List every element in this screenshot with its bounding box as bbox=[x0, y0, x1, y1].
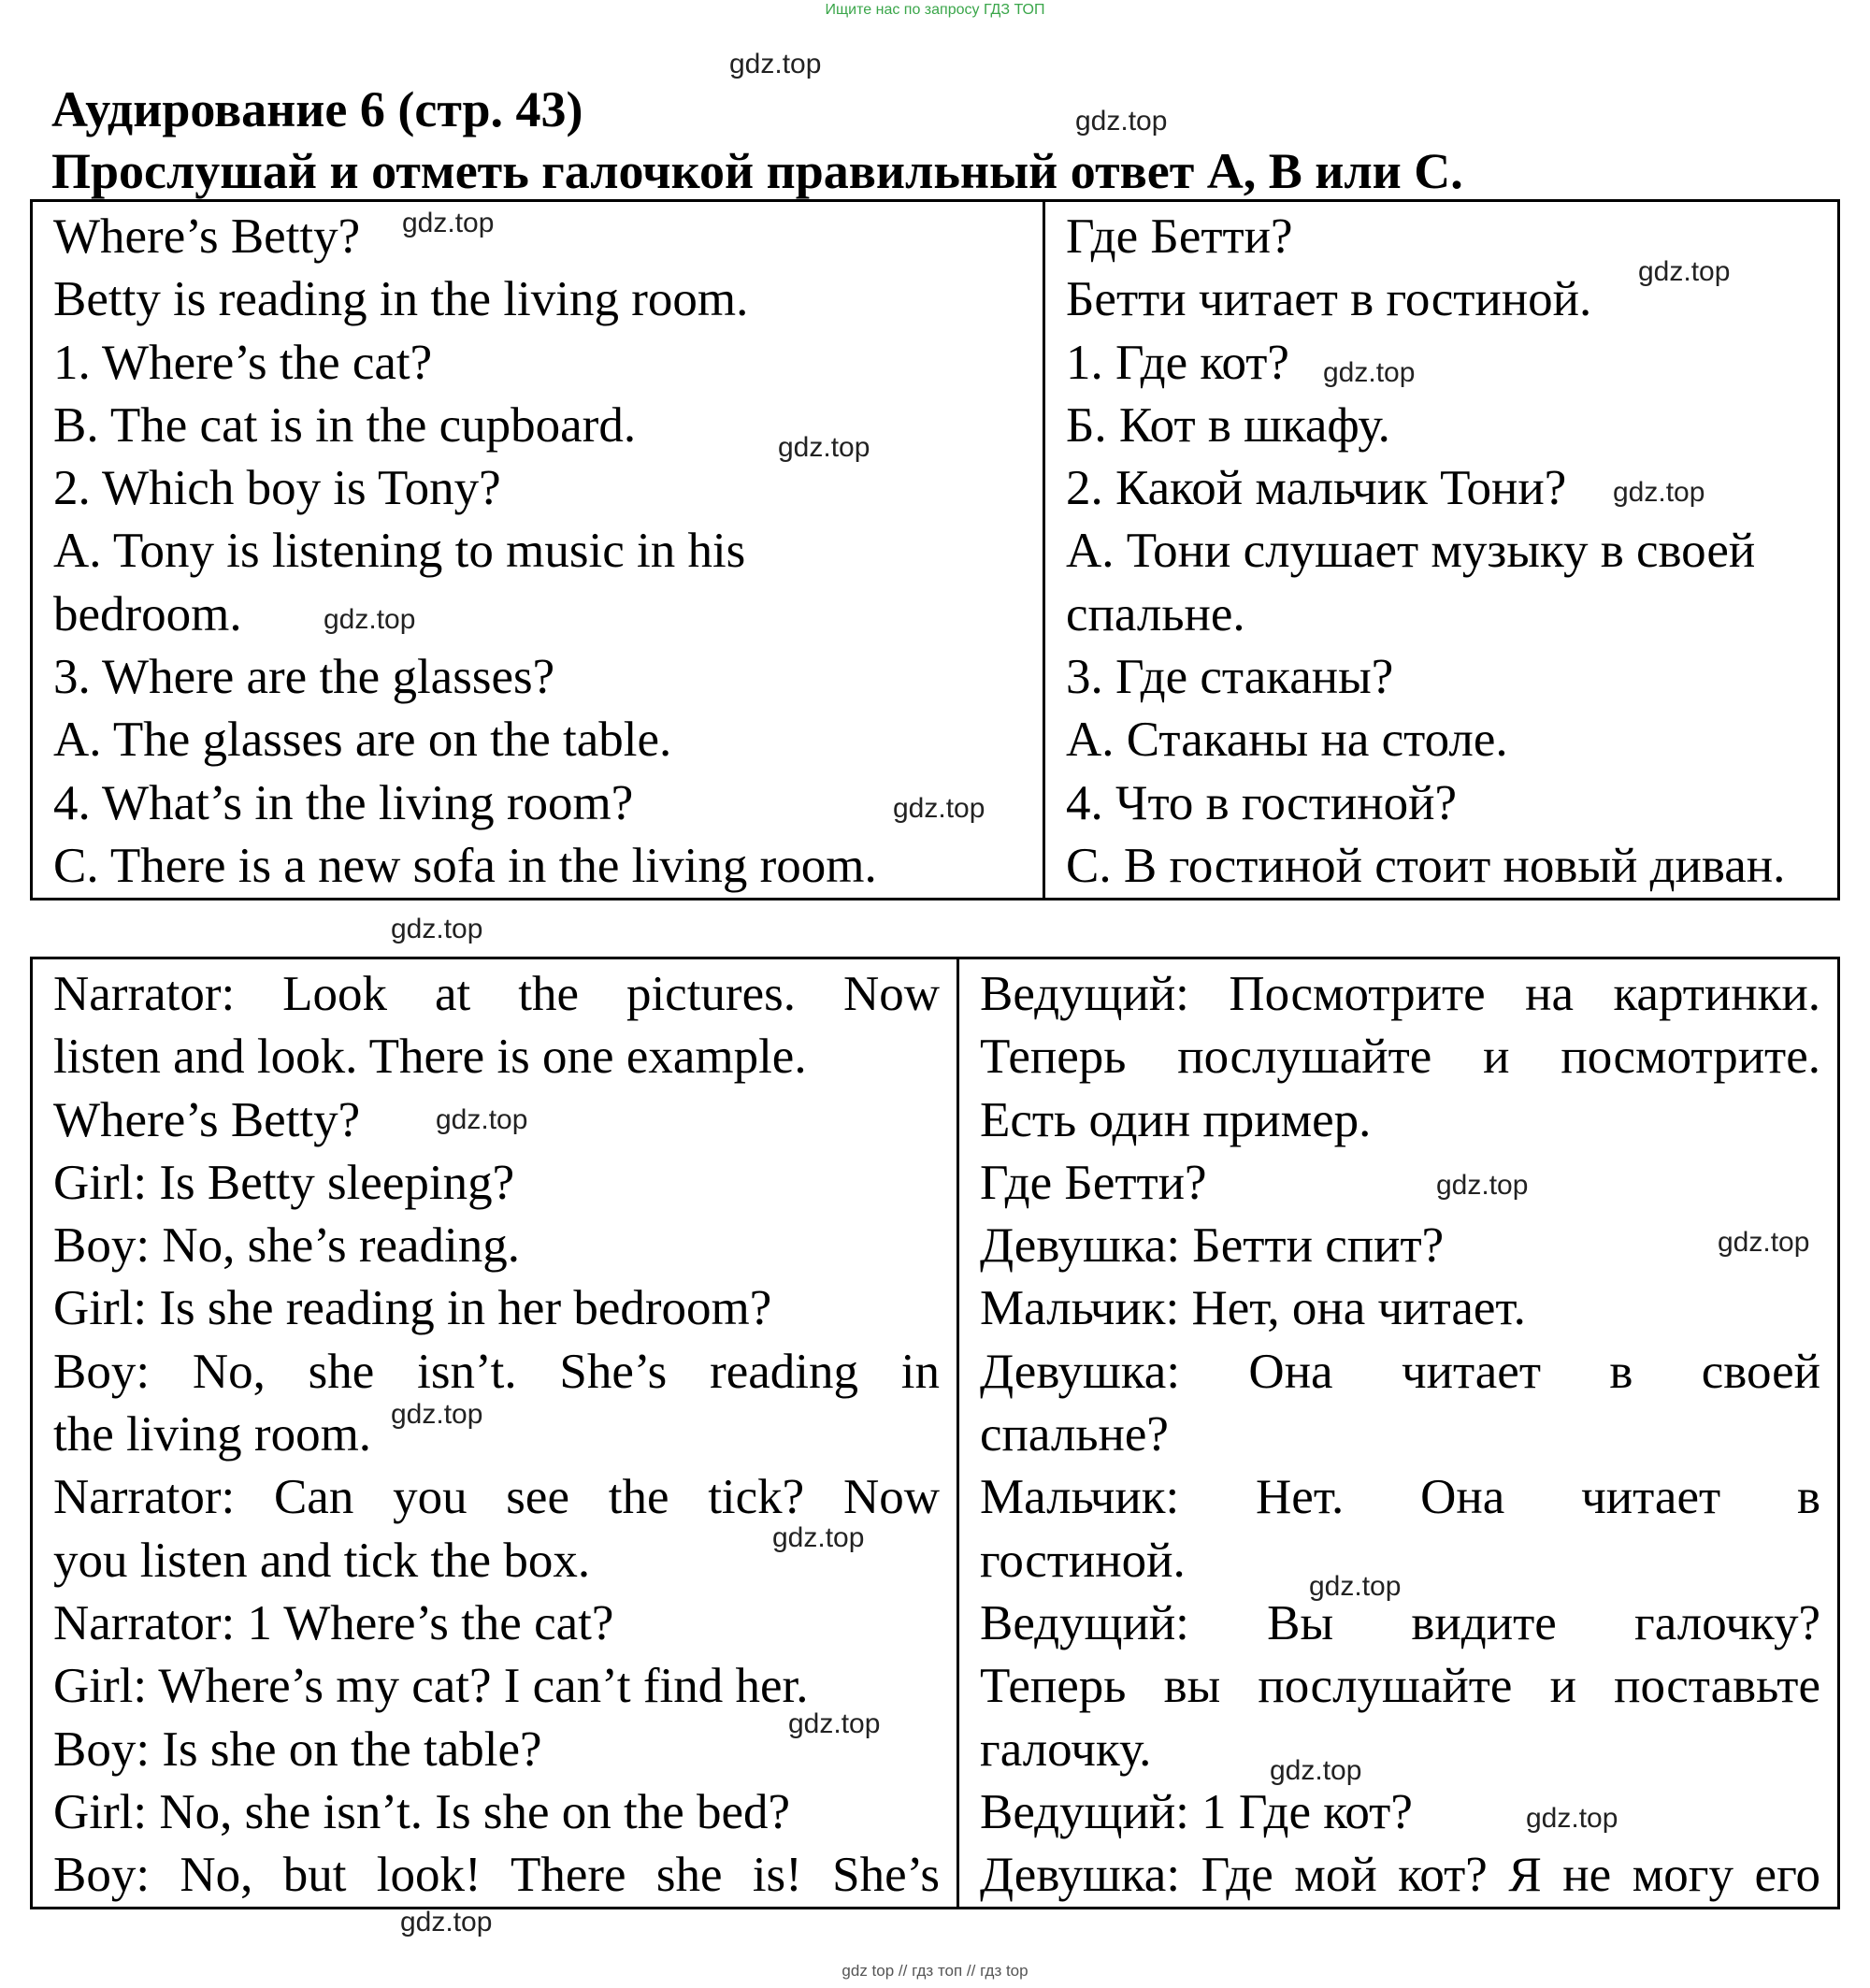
text-line: listen and look. There is one example. bbox=[53, 1030, 807, 1085]
text-line: Narrator: Look at the pictures. Now bbox=[53, 967, 940, 1021]
page-title: Аудирование 6 (стр. 43) bbox=[51, 81, 583, 137]
text-line: Boy: Is she on the table? bbox=[53, 1721, 542, 1777]
text-line: C. There is a new sofa in the living room. bbox=[53, 838, 877, 893]
text-line: Б. Кот в шкафу. bbox=[1066, 397, 1390, 453]
text-line: А. Стаканы на столе. bbox=[1066, 713, 1508, 768]
english-transcript-cell bbox=[32, 958, 958, 1909]
text-line: Ведущий: 1 Где кот? bbox=[980, 1784, 1413, 1839]
text-line: 2. Which boy is Tony? bbox=[53, 461, 501, 516]
russian-answers-cell bbox=[1044, 201, 1839, 900]
text-line: Есть один пример. bbox=[980, 1092, 1372, 1147]
russian-transcript-cell bbox=[958, 958, 1839, 1909]
text-line: Девушка: Она читает в своей bbox=[980, 1344, 1820, 1399]
watermark: gdz.top bbox=[1718, 1227, 1810, 1258]
text-line: 1. Где кот? bbox=[1066, 335, 1289, 390]
text-line: Мальчик: Нет, она читает. bbox=[980, 1281, 1526, 1336]
text-line: bedroom. bbox=[53, 586, 242, 641]
text-line: А. Тони слушает музыку в своей bbox=[1066, 524, 1756, 579]
watermark: gdz.top bbox=[1613, 477, 1705, 508]
text-line: Мальчик: Нет. Она читает в bbox=[980, 1470, 1820, 1525]
text-line: Girl: No, she isn’t. Is she on the bed? bbox=[53, 1784, 791, 1839]
text-line: Ведущий: Вы видите галочку? bbox=[980, 1595, 1820, 1650]
watermark: gdz.top bbox=[436, 1104, 528, 1135]
text-line: С. В гостиной стоит новый диван. bbox=[1066, 838, 1786, 893]
watermark: gdz.top bbox=[400, 1907, 493, 1938]
text-line: Girl: Where’s my cat? I can’t find her. bbox=[53, 1659, 809, 1714]
text-line: Boy: No, she’s reading. bbox=[53, 1218, 521, 1274]
text-line: Betty is reading in the living room. bbox=[53, 272, 749, 327]
watermark: gdz.top bbox=[1526, 1803, 1618, 1834]
watermark: gdz.top bbox=[1270, 1755, 1362, 1786]
text-line: спальне? bbox=[980, 1407, 1169, 1462]
text-line: Где Бетти? bbox=[980, 1155, 1207, 1210]
text-line: Where’s Betty? bbox=[53, 209, 361, 264]
text-line: спальне. bbox=[1066, 586, 1245, 641]
text-line: Boy: No, but look! There she is! She’s bbox=[53, 1848, 940, 1903]
watermark: gdz.top bbox=[729, 49, 822, 79]
text-line: гостиной. bbox=[980, 1533, 1186, 1588]
watermark: gdz.top bbox=[1436, 1170, 1529, 1201]
instruction: Прослушай и отметь галочкой правильный ответ А, В или С. bbox=[51, 143, 1463, 199]
text-line: 3. Where are the glasses? bbox=[53, 650, 555, 705]
text-line: 4. Что в гостиной? bbox=[1066, 775, 1457, 830]
watermark: gdz.top bbox=[402, 208, 495, 238]
text-line: Girl: Is Betty sleeping? bbox=[53, 1155, 515, 1210]
watermark: gdz.top bbox=[893, 793, 985, 824]
watermark: gdz.top bbox=[778, 432, 870, 463]
text-line: B. The cat is in the cupboard. bbox=[53, 397, 637, 453]
text-line: Boy: No, she isn’t. She’s reading in bbox=[53, 1344, 940, 1399]
text-line: Где Бетти? bbox=[1066, 209, 1293, 264]
transcript-table bbox=[30, 957, 1840, 1909]
footer: gdz top // гдз топ // гдз top bbox=[842, 1962, 1028, 1980]
text-line: Where’s Betty? bbox=[53, 1092, 361, 1147]
watermark: gdz.top bbox=[1638, 256, 1731, 287]
watermark: gdz.top bbox=[788, 1708, 881, 1739]
text-line: A. The glasses are on the table. bbox=[53, 713, 672, 768]
text-line: 1. Where’s the cat? bbox=[53, 335, 433, 390]
text-line: the living room. bbox=[53, 1407, 372, 1462]
watermark: gdz.top bbox=[1075, 106, 1168, 137]
watermark: gdz.top bbox=[1309, 1571, 1402, 1602]
text-line: 3. Где стаканы? bbox=[1066, 650, 1394, 705]
top-banner[interactable]: Ищите нас по запросу ГДЗ ТОП bbox=[825, 2, 1045, 18]
text-line: A. Tony is listening to music in his bbox=[53, 524, 746, 579]
text-line: 2. Какой мальчик Тони? bbox=[1066, 461, 1567, 516]
text-line: Теперь послушайте и посмотрите. bbox=[980, 1030, 1820, 1085]
watermark: gdz.top bbox=[1323, 357, 1416, 388]
text-line: Девушка: Где мой кот? Я не могу его bbox=[980, 1848, 1820, 1903]
text-line: галочку. bbox=[980, 1721, 1152, 1777]
watermark: gdz.top bbox=[391, 1399, 483, 1430]
text-line: Ведущий: Посмотрите на картинки. bbox=[980, 967, 1820, 1021]
watermark: gdz.top bbox=[772, 1522, 865, 1553]
text-line: Girl: Is she reading in her bedroom? bbox=[53, 1281, 772, 1336]
text-line: you listen and tick the box. bbox=[53, 1533, 591, 1588]
text-line: 4. What’s in the living room? bbox=[53, 775, 634, 830]
watermark: gdz.top bbox=[391, 914, 483, 944]
text-line: Теперь вы послушайте и поставьте bbox=[980, 1659, 1820, 1714]
text-line: Бетти читает в гостиной. bbox=[1066, 272, 1592, 327]
watermark: gdz.top bbox=[324, 604, 416, 635]
text-line: Девушка: Бетти спит? bbox=[980, 1218, 1445, 1274]
text-line: Narrator: 1 Where’s the cat? bbox=[53, 1595, 614, 1650]
text-line: Narrator: Can you see the tick? Now bbox=[53, 1470, 940, 1525]
